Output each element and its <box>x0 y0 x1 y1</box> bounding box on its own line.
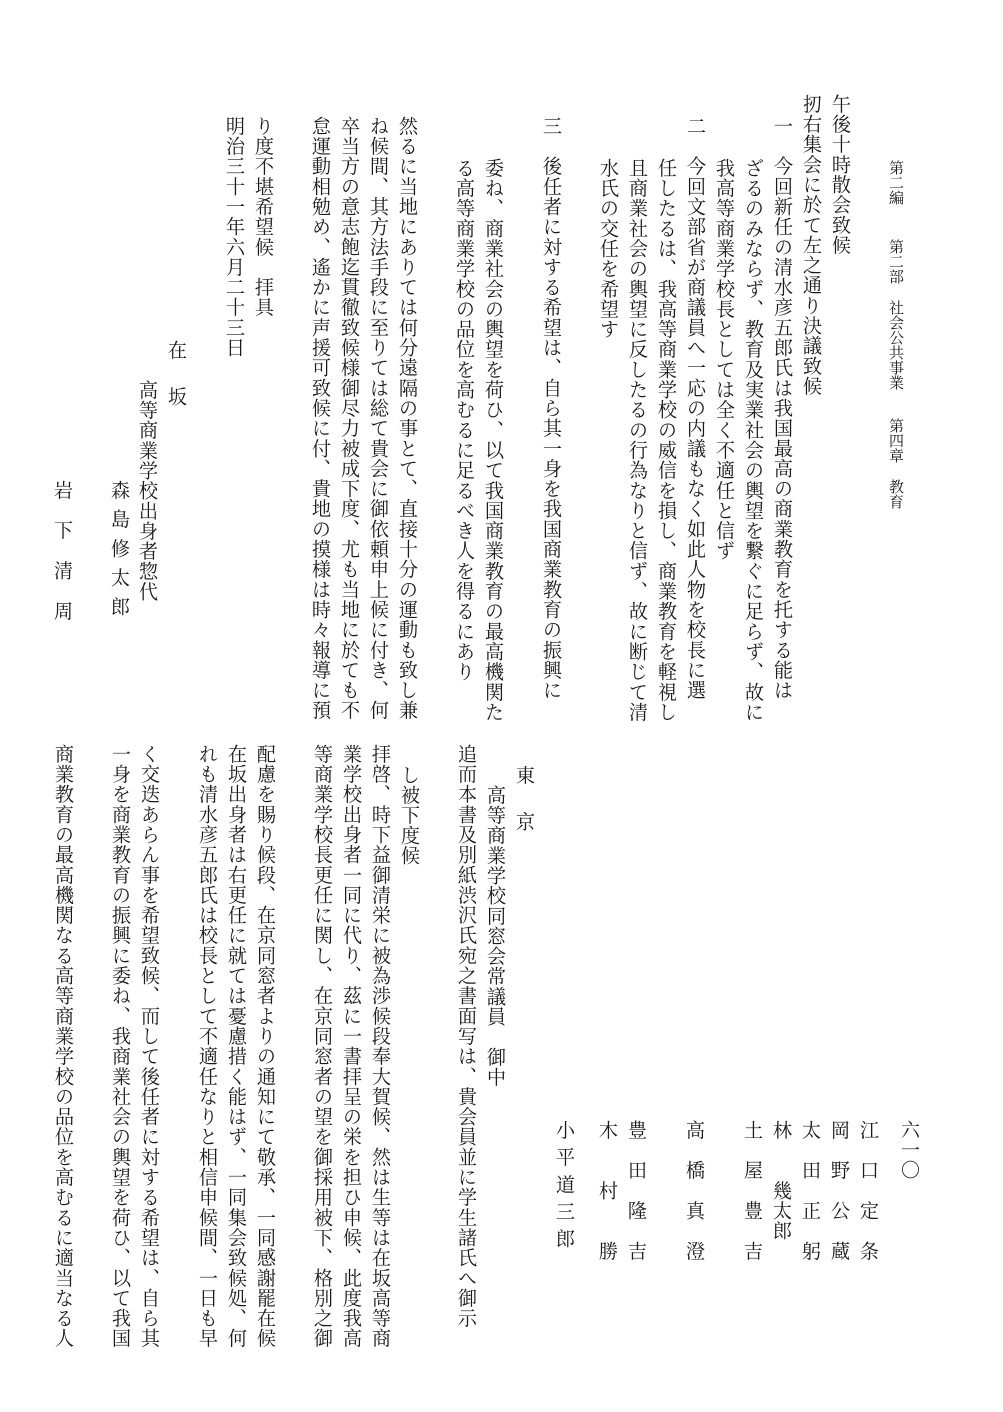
text-line: 等商業学校長更任に関し、在京同窓者の望を御採用被下、格別之御 <box>311 744 334 1349</box>
header-chapter-group: 社会公共事業 <box>887 300 905 390</box>
running-header <box>887 160 905 600</box>
text-line: く交迭あらん事を希望致候、而して後任者に対する希望は、自ら其 <box>138 744 161 1349</box>
text-line: 我高等商業学校長としては全く不適任と信ず <box>713 158 736 561</box>
text-line: れも清水彦五郎氏は校長として不適任なりと相信申候間、一日も早 <box>196 744 219 1349</box>
name-entry: 太 田 正 躬 <box>799 1120 822 1262</box>
text-line: 在坂出身者は右更任に就ては憂慮措く能はず、一同集会致候処、何 <box>225 744 248 1349</box>
text-line: 一身を商業教育の振興に委ね、我商業社会の輿望を荷ひ、以て我国 <box>109 744 132 1349</box>
text-line: 怠運動相勉め、遙かに声援可致候に付、貴地の摸様は時々報導に預 <box>309 116 332 721</box>
text-line: 卒当方の意志飽迄貫徹致候様御尽力被成下度、尤も当地に於ても不 <box>338 116 361 721</box>
text-line: 水氏の交任を希望す <box>597 158 620 340</box>
text-line: 三 後任者に対する希望は、自ら其一身を我国商業教育の振興に <box>540 116 563 701</box>
text-line: 一 今回新任の清水彦五郎氏は我国最高の商業教育を托する能は <box>771 116 794 701</box>
name-entry: 林 幾太郎 <box>770 1120 793 1241</box>
name-entry: 木 村 勝 <box>596 1120 619 1262</box>
name-entry: 江 口 定 条 <box>857 1120 880 1262</box>
name-entry: 小平道三郎 <box>553 1120 576 1256</box>
header-chapter: 第四章 <box>887 418 905 463</box>
text-line: 商業教育の最高機関なる高等商業学校の品位を高むるに適当なる人 <box>52 744 75 1349</box>
text-line: 委ね、商業社会の輿望を荷ひ、以て我国商業教育の最高機関た <box>482 158 505 723</box>
name-entry: 岡 野 公 蔵 <box>828 1120 851 1262</box>
addressee-location: 東 京 <box>513 765 536 835</box>
text-line: 業学校出身者一同に代り、茲に一書拝呈の栄を担ひ申候、此度我高 <box>340 744 363 1349</box>
signer-group: 高等商業学校出身者惣代 <box>136 380 159 602</box>
page-number: 六一〇 <box>898 1120 920 1180</box>
name-entry: 豊 田 隆 吉 <box>625 1120 648 1262</box>
signer-name: 岩 下 清 周 <box>51 480 74 622</box>
text-line: ざるのみならず、教育及実業社会の輿望を繋ぐに足らず、故に <box>742 158 765 723</box>
text-line: 配慮を賜り候段、在京同窓者よりの通知にて敬承、一同感謝罷在候 <box>254 744 277 1349</box>
header-section: 第二部 <box>887 239 905 284</box>
header-part: 第二編 <box>887 160 905 205</box>
signer-name: 森島修太郎 <box>108 480 131 626</box>
text-line: し被下度候 <box>398 765 421 866</box>
name-entry: 土 屋 豊 吉 <box>741 1120 764 1262</box>
text-line: 且商業社会の輿望に反したるの行為なりと信ず、故に断じて清 <box>626 158 649 723</box>
text-line: 扨右集会に於て左之通り決議致候 <box>800 94 823 397</box>
addressee: 高等商業学校同窓会常議員 御中 <box>484 785 507 1088</box>
header-topic: 教育 <box>887 479 905 509</box>
text-line: 拝啓、時下益御清栄に被為渉候段奉大賀候、然は生等は在坂高等商 <box>369 744 392 1349</box>
location-label: 在 坂 <box>165 340 188 410</box>
text-line: り度不堪希望候 拝具 <box>252 116 275 318</box>
text-line: 二 今回文部省が商議員へ一応の内議もなく如此人物を校長に選 <box>684 116 707 701</box>
date-line: 明治三十一年六月二十三日 <box>223 116 246 358</box>
name-entry: 高 橋 真 澄 <box>683 1120 706 1262</box>
text-line: 然るに当地にありては何分遠隔の事とて、直接十分の運動も致し兼 <box>396 116 419 721</box>
text-line: ね候間、其方法手段に至りては総て貴会に御依頼申上候に付き、何 <box>367 116 390 721</box>
text-line: 任したるは、我高等商業学校の威信を損し、商業教育を軽視し <box>655 158 678 723</box>
text-line: る高等商業学校の品位を高むるに足るべき人を得るにあり <box>453 158 476 682</box>
text-line: 追而本書及別紙渋沢氏宛之書面写は、貴会員並に学生諸氏へ御示 <box>455 744 478 1329</box>
text-line: 午後十時散会致候 <box>829 94 852 256</box>
